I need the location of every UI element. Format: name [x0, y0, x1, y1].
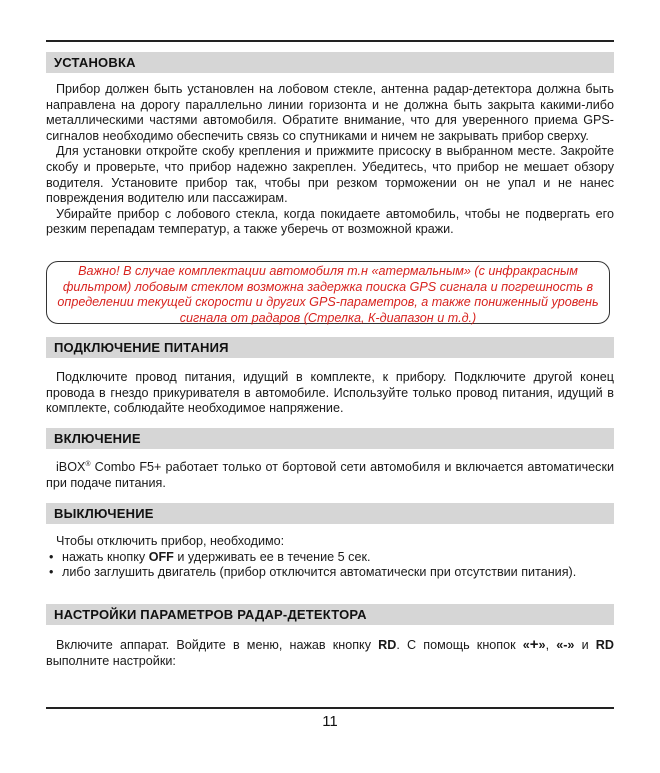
text: Включите аппарат. Войдите в меню, нажав кнопку — [56, 638, 379, 652]
bottom-rule — [46, 707, 614, 709]
settings-text — [46, 637, 614, 669]
section-title: ВКЛЮЧЕНИЕ — [54, 431, 141, 446]
bullet-list — [46, 550, 614, 581]
section-title: ПОДКЛЮЧЕНИЕ ПИТАНИЯ — [54, 340, 229, 355]
page-number: 11 — [322, 713, 338, 730]
section-header-settings — [46, 604, 614, 625]
section-title: НАСТРОЙКИ ПАРАМЕТРОВ РАДАР-ДЕТЕКТОРА — [54, 607, 367, 622]
quote-close: » — [538, 638, 546, 652]
rd-key: RD — [378, 638, 397, 652]
list-item: • либо заглушить двигатель (прибор отключится автоматически при отсутствии питания). — [46, 565, 614, 581]
section-header-on — [46, 428, 614, 449]
registered-mark: ® — [85, 460, 91, 468]
paragraph — [46, 637, 614, 669]
quote-open: « — [522, 638, 530, 652]
text: и — [574, 638, 596, 652]
rd-key: RD — [595, 638, 614, 652]
plus-key — [523, 638, 546, 652]
top-rule — [46, 40, 614, 42]
power-text — [46, 370, 614, 417]
on-text — [46, 460, 614, 491]
section-header-installation — [46, 52, 614, 73]
section-header-power — [46, 337, 614, 358]
list-item-text: и удерживать ее в течение 5 сек. — [173, 549, 371, 564]
off-key: OFF — [148, 549, 174, 564]
plus-sign: + — [529, 636, 539, 653]
text: выполните настройки: — [46, 653, 176, 668]
on-text-rest: Combo F5+ работает только от бортовой сети автомобиля и включается автоматически при подаче питания. — [46, 460, 614, 490]
important-note-box — [46, 261, 610, 324]
paragraph: Чтобы отключить прибор, необходимо: — [56, 534, 285, 548]
list-item — [46, 550, 614, 566]
paragraph: Прибор должен быть установлен на лобовом стекле, антенна радар-детектора должна быть направлена на дорогу параллельно линии горизонта и не должна быть закрыта какими-либо металлическими частями автомобиля. Обратите внимание, что для уверенного приема GPS-сигналов необходимо обеспечить связь со спутниками и ничем не закрывать прибор сверху. — [46, 82, 614, 143]
important-note-text: Важно! В случае комплектации автомобиля т.н «атермальным» (с инфракрасным фильтром) лобовым стеклом возможна задержка поиска GPS сигнала и погрешность в определении текущей скорости и других GPS-параметров, а также пониженный уровень сигнала от радаров (Стрелка, К-диапазон и т.д.) — [57, 264, 599, 325]
text: . С помощь кнопок — [396, 638, 523, 652]
minus-key: «-» — [556, 638, 575, 652]
brand-name: iBOX — [56, 460, 86, 474]
section-title: УСТАНОВКА — [54, 55, 136, 70]
paragraph: Подключите провод питания, идущий в комплекте, к прибору. Подключите другой конец провода в гнездо прикуривателя в автомобиле. Используйте только провод питания, идущий в комплекте, соблюдайте необходимое напряжение. — [46, 370, 614, 416]
section-header-off — [46, 503, 614, 524]
list-item-text: нажать кнопку — [62, 549, 149, 564]
section-title: ВЫКЛЮЧЕНИЕ — [54, 506, 154, 521]
text: , — [545, 638, 557, 652]
paragraph: Убирайте прибор с лобового стекла, когда покидаете автомобиль, чтобы не подвергать его резким перепадам температур, а также уберечь от возможной кражи. — [46, 206, 614, 237]
off-text — [46, 534, 614, 581]
paragraph — [46, 460, 614, 491]
installation-text — [46, 82, 614, 238]
paragraph: Для установки откройте скобу крепления и прижмите присоску в выбранном месте. Закройте скобу и проверьте, что прибор надежно закреплен. Убедитесь, что прибор не мешает обзору водителя. Установите прибор так, чтобы при резком торможении он не упал и не нанес повреждения водителю или пассажирам. — [46, 144, 614, 206]
